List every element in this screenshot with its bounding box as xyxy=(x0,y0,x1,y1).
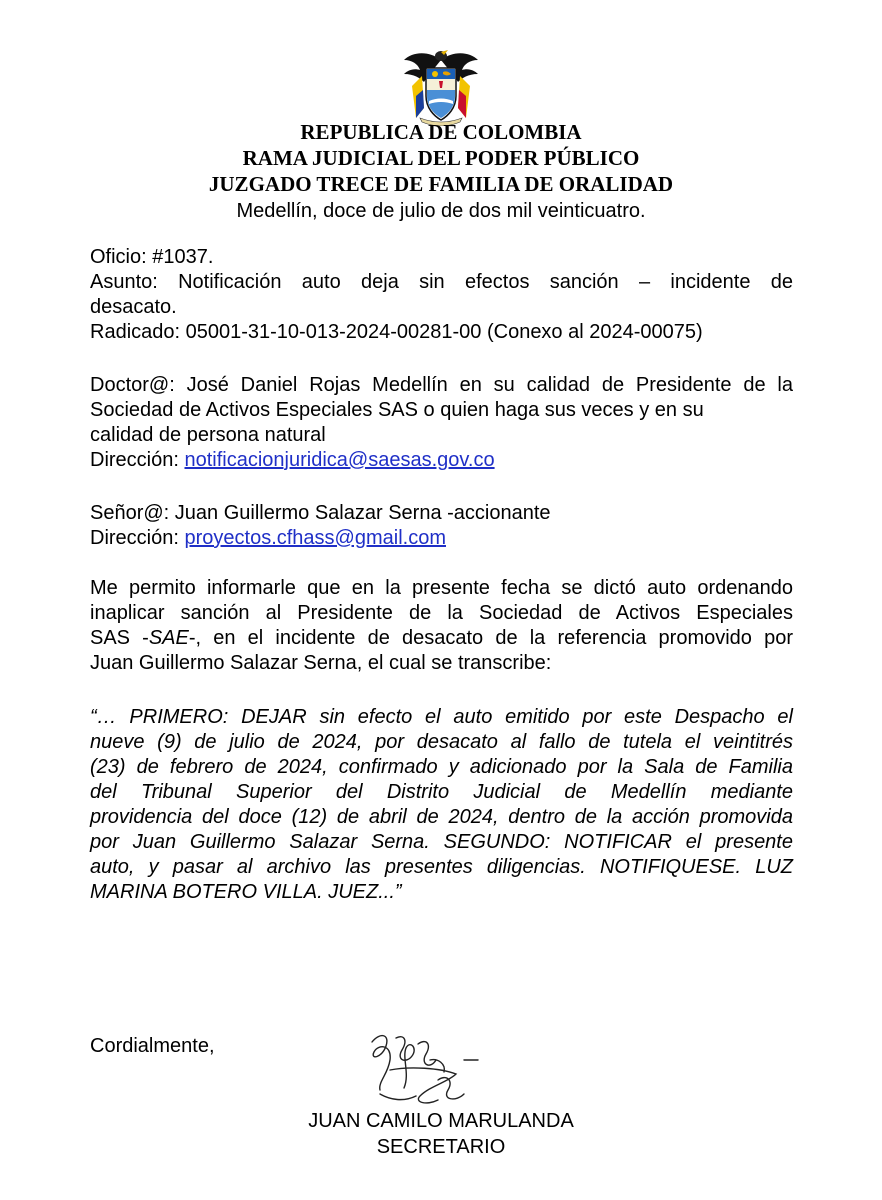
quote-line: MARINA BOTERO VILLA. JUEZ...” xyxy=(90,881,402,903)
header-court: JUZGADO TRECE DE FAMILIA DE ORALIDAD xyxy=(208,172,674,196)
recipient-doctor-line: calidad de persona natural xyxy=(90,424,326,446)
body-line: inaplicar sanción al Presidente de la Sociedad de Activos Especiales xyxy=(90,602,793,624)
header-branch: RAMA JUDICIAL DEL PODER PÚBLICO xyxy=(242,146,640,170)
recipient-doctor-address xyxy=(90,448,793,473)
quote-line: providencia del doce (12) de abril de 2024, dentro de la acción promovida xyxy=(90,806,793,828)
quote-line: nueve (9) de julio de 2024, por desacato al fallo de tutela el veintitrés xyxy=(90,731,793,753)
address-label: Dirección: xyxy=(90,449,179,471)
recipient-doctor-line: Doctor@: José Daniel Rojas Medellín en su calidad de Presidente de la xyxy=(90,374,793,396)
recipient-doctor-line: Sociedad de Activos Especiales SAS o quien haga sus veces y en su xyxy=(90,399,704,421)
quote-line: “… PRIMERO: DEJAR sin efecto el auto emitido por este Despacho el xyxy=(90,706,793,728)
subject-line: Asunto: Notificación auto deja sin efectos sanción – incidente de xyxy=(90,271,793,293)
quote-line: (23) de febrero de 2024, confirmado y adicionado por la Sala de Familia xyxy=(90,756,793,778)
case-number: Radicado: 05001-31-10-013-2024-00281-00 (Conexo al 2024-00075) xyxy=(90,321,703,343)
handwritten-signature xyxy=(360,1030,490,1110)
quoted-resolution xyxy=(90,705,793,905)
quote-line: por Juan Guillermo Salazar Serna. SEGUNDO: NOTIFICAR el presente xyxy=(90,831,793,853)
body-line: Me permito informarle que en la presente fecha se dictó auto ordenando xyxy=(90,577,793,599)
closing-salutation: Cordialmente, xyxy=(90,1035,215,1057)
recipient-accionante-address xyxy=(90,526,793,551)
quote-line: auto, y pasar al archivo las presentes diligencias. NOTIFIQUESE. LUZ xyxy=(90,856,793,878)
email-link-gmail[interactable]: proyectos.cfhass@gmail.com xyxy=(184,527,446,549)
recipient-doctor xyxy=(90,373,793,473)
recipient-accionante-line: Señor@: Juan Guillermo Salazar Serna -accionante xyxy=(90,502,551,524)
subject-line-cont: desacato. xyxy=(90,296,177,318)
coat-of-arms-emblem xyxy=(398,46,484,126)
body-line: SAS -SAE-, en el incidente de desacato de la referencia promovido por xyxy=(90,627,793,649)
body-paragraph xyxy=(90,576,793,676)
signer-name: JUAN CAMILO MARULANDA xyxy=(308,1110,574,1132)
oficio-number: Oficio: #1037. xyxy=(90,246,214,268)
header-country: REPUBLICA DE COLOMBIA xyxy=(300,120,582,144)
sae-abbrev: SAE xyxy=(148,627,189,649)
email-link-saesas[interactable]: notificacionjuridica@saesas.gov.co xyxy=(184,449,495,471)
body-line: Juan Guillermo Salazar Serna, el cual se transcribe: xyxy=(90,652,552,674)
date-line: Medellín, doce de julio de dos mil veinticuatro. xyxy=(236,200,646,222)
reference-block xyxy=(90,245,793,345)
quote-line: del Tribunal Superior del Distrito Judicial de Medellín mediante xyxy=(90,781,793,803)
signer-title: SECRETARIO xyxy=(376,1136,506,1158)
recipient-accionante xyxy=(90,501,793,551)
address-label: Dirección: xyxy=(90,527,179,549)
